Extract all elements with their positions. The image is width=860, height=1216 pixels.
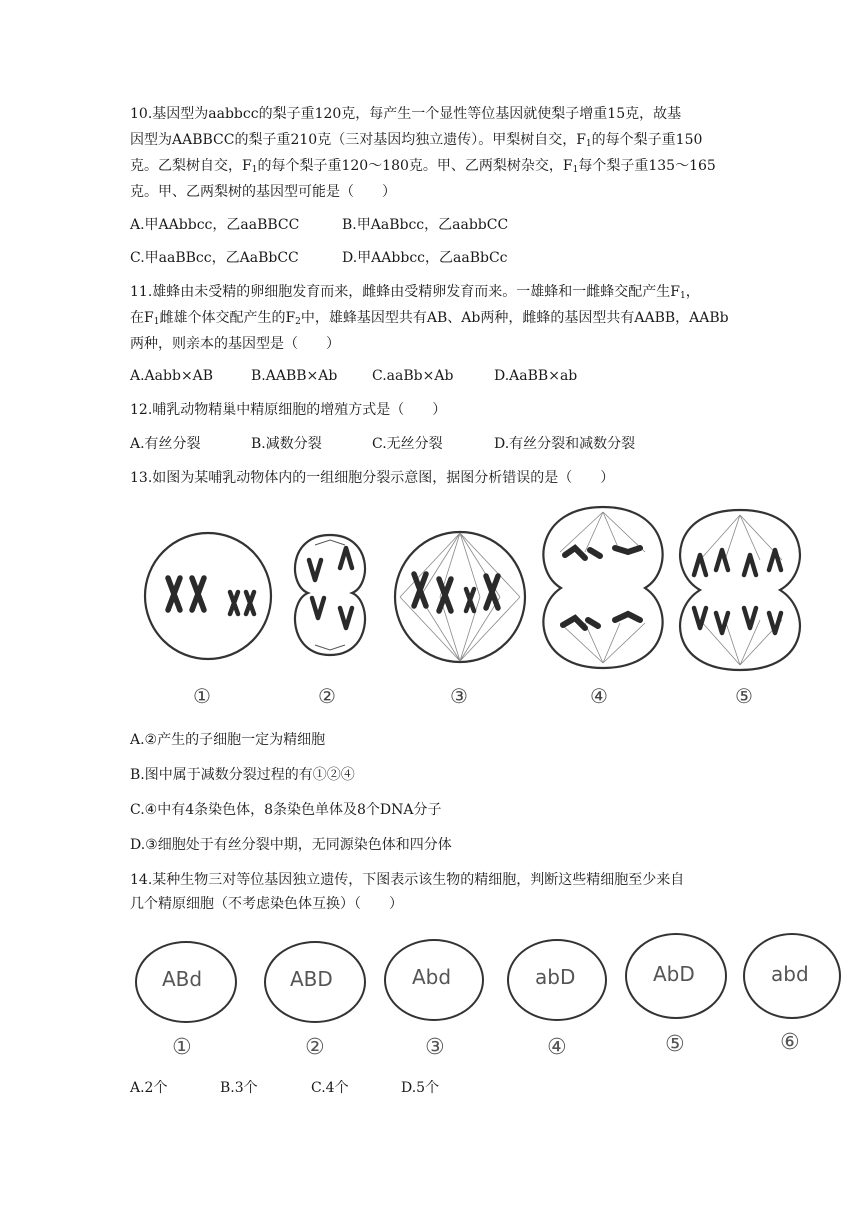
cell-3 bbox=[395, 532, 525, 662]
q10-line3: 克。乙梨树自交，$F_1$的每个梨子重120～180克。甲、乙两梨树杂交，$F_1$每个梨子重135～165 bbox=[130, 158, 716, 175]
q11-option-d: D.AaBB×ab bbox=[494, 368, 578, 384]
q12-option-d: D.有丝分裂和减数分裂 bbox=[494, 436, 636, 452]
q14-line1: 14.某种生物三对等位基因独立遗传，下图表示该生物的精细胞，判断这些精细胞至少来自 bbox=[130, 872, 685, 888]
cell-genotype-6: abd bbox=[771, 962, 809, 986]
fig14-label-3: ③ bbox=[425, 1035, 445, 1060]
fig13-label-4: ④ bbox=[590, 684, 608, 708]
q14-line2: 几个精原细胞（不考虑染色体互换）（ ） bbox=[130, 896, 403, 912]
cell-genotype-3: Abd bbox=[412, 965, 452, 989]
q10-line1: 10.基因型为aabbcc的梨子重120克，每产生一个显性等位基因就使梨子增重15克，故基 bbox=[130, 106, 682, 122]
fig13-label-1: ① bbox=[193, 684, 211, 708]
fig13-label-3: ③ bbox=[450, 684, 468, 708]
q14-option-b: B.3个 bbox=[220, 1080, 258, 1096]
q12-option-c: C.无丝分裂 bbox=[372, 436, 443, 452]
q13-option-c: C.④中有4条染色体，8条染色单体及8个DNA分子 bbox=[130, 802, 442, 818]
fig13-label-2: ② bbox=[318, 684, 336, 708]
q10-option-d: D.甲AAbbcc，乙aaBbCc bbox=[342, 250, 508, 266]
q12-line1: 12.哺乳动物精巢中精原细胞的增殖方式是（ ） bbox=[130, 402, 447, 418]
q14-option-d: D.5个 bbox=[401, 1080, 440, 1096]
q10-line4: 克。甲、乙两梨树的基因型可能是（ ） bbox=[130, 184, 396, 200]
q11-option-b: B.AABB×Ab bbox=[251, 368, 338, 384]
fig14-label-5: ⑤ bbox=[665, 1032, 685, 1057]
fig14-label-6: ⑥ bbox=[780, 1030, 800, 1055]
q10-option-c: C.甲aaBBcc，乙AaBbCC bbox=[130, 250, 299, 266]
cell-genotype-5: AbD bbox=[653, 962, 695, 986]
cell-genotype-4: abD bbox=[535, 965, 576, 989]
q11-line3: 两种，则亲本的基因型是（ ） bbox=[130, 336, 340, 352]
q10-option-a: A.甲AAbbcc，乙aaBBCC bbox=[130, 217, 300, 233]
q14-option-c: C.4个 bbox=[311, 1080, 349, 1096]
cell-genotype-1: ABd bbox=[162, 967, 203, 991]
cell-1 bbox=[145, 533, 271, 659]
q11-option-c: C.aaBb×Ab bbox=[372, 368, 454, 384]
q13-option-d: D.③细胞处于有丝分裂中期，无同源染色体和四分体 bbox=[130, 837, 452, 853]
fig13-label-5: ⑤ bbox=[735, 684, 753, 708]
cell-4 bbox=[543, 507, 662, 668]
q10-option-b: B.甲AaBbcc，乙aabbCC bbox=[342, 217, 509, 233]
fig14-label-1: ① bbox=[172, 1035, 192, 1060]
cell-genotype-2: ABD bbox=[290, 967, 333, 991]
q11-option-a: A.Aabb×AB bbox=[130, 368, 214, 384]
cell-5 bbox=[680, 510, 800, 670]
q13-line1: 13.如图为某哺乳动物体内的一组细胞分裂示意图，据图分析错误的是（ ） bbox=[130, 470, 615, 486]
q12-option-a: A.有丝分裂 bbox=[130, 436, 201, 452]
fig14-label-2: ② bbox=[305, 1035, 325, 1060]
q11-line1: 11.雄蜂由未受精的卵细胞发育而来，雌蜂由受精卵发育而来。一雄蜂和一雌蜂交配产生$F_1$， bbox=[130, 284, 700, 301]
q10-line2: 因型为AABBCC的梨子重210克（三对基因均独立遗传）。甲梨树自交，$F_1$的每个梨子重150 bbox=[130, 132, 703, 149]
q14-option-a: A.2个 bbox=[130, 1080, 168, 1096]
q13-option-a: A.②产生的子细胞一定为精细胞 bbox=[130, 732, 326, 748]
q12-option-b: B.减数分裂 bbox=[251, 436, 322, 452]
fig14-label-4: ④ bbox=[547, 1035, 567, 1060]
q13-option-b: B.图中属于减数分裂过程的有①②④ bbox=[130, 767, 355, 783]
cell-2 bbox=[295, 535, 365, 655]
q11-line2: 在$F_1$雌雄个体交配产生的$F_2$中，雄蜂基因型共有AB、Ab两种，雌蜂的基因型共有AABB，AABb bbox=[130, 310, 729, 327]
